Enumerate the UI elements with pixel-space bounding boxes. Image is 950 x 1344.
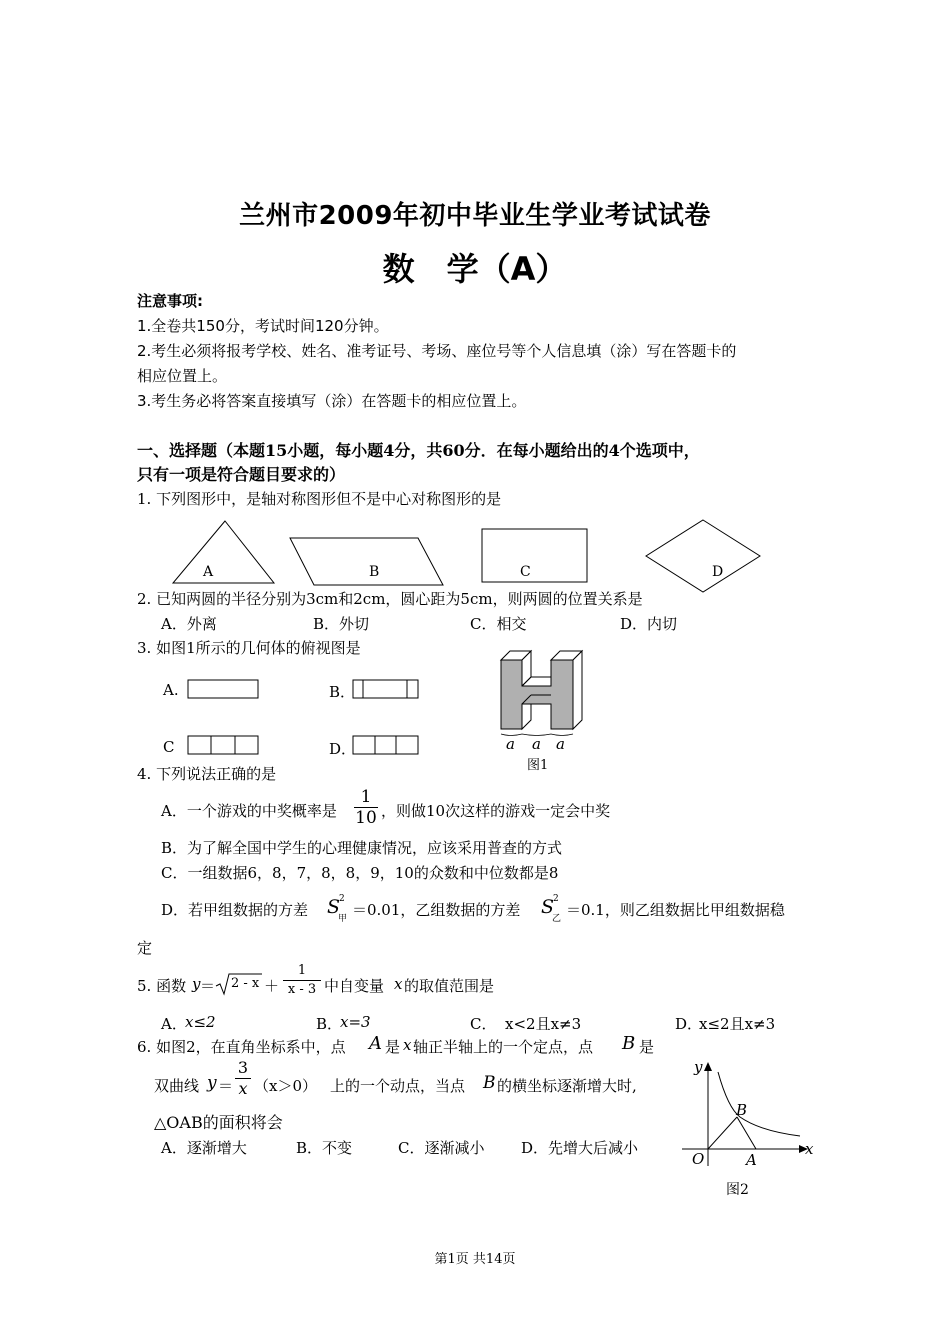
fraction-denominator: 10 xyxy=(355,808,377,828)
q4-option-a-post: ，则做10次这样的游戏一定会中奖 xyxy=(381,802,611,820)
q1-stem: 1. 下列图形中，是轴对称图形但不是中心对称图形的是 xyxy=(137,490,502,508)
q2-option-a: A．外离 xyxy=(161,615,217,633)
q1-label-c: C xyxy=(520,564,531,580)
notice-heading: 注意事项: xyxy=(137,292,203,310)
q5-plus: ＋ xyxy=(264,977,280,995)
fig2-y-label: y xyxy=(694,1058,703,1076)
q3-label-d: D． xyxy=(329,740,357,758)
q6-option-a: A．逐渐增大 xyxy=(161,1139,247,1157)
q6-stem-2c: 的横坐标逐渐增大时, xyxy=(497,1077,637,1095)
fig2-origin-label: O xyxy=(692,1150,705,1168)
notice-item: 1.全卷共150分，考试时间120分钟。 xyxy=(137,317,389,335)
q5-option-c: x<2且x≠3 xyxy=(505,1015,582,1033)
notice-item: 3.考生务必将答案直接填写（涂）在答题卡的相应位置上。 xyxy=(137,392,527,410)
q4-option-b: B．为了解全国中学生的心理健康情况，应该采用普查的方式 xyxy=(161,839,563,857)
q6-stem-1d: 是 xyxy=(639,1038,655,1056)
figure2-caption: 图2 xyxy=(726,1182,749,1198)
q1-label-b: B xyxy=(369,564,380,580)
superscript: 2 xyxy=(339,894,345,904)
q5-option-b-label: B． xyxy=(316,1015,343,1033)
fig2-x-label: x xyxy=(805,1140,814,1158)
q4-option-d-cont: 定 xyxy=(137,939,153,957)
q5-equals: ＝ xyxy=(200,977,216,995)
variance-symbol: S xyxy=(327,896,341,918)
superscript: 2 xyxy=(553,894,559,904)
figure1-caption: 图1 xyxy=(527,758,549,773)
subscript-yi: 乙 xyxy=(552,914,562,924)
dim-label-a: a xyxy=(506,735,515,753)
q1-label-a: A xyxy=(203,564,214,580)
q6-stem-2a: 双曲线 xyxy=(154,1077,200,1095)
section-heading-line1: 一、选择题（本题15小题，每小题4分，共60分．在每小题给出的4个选项中， xyxy=(137,441,700,460)
q2-option-b: B．外切 xyxy=(313,615,370,633)
notice-item: 相应位置上。 xyxy=(137,367,228,385)
q6-stem-1b: 是 xyxy=(385,1038,401,1056)
fig2-point-b-label: B xyxy=(736,1101,748,1119)
sqrt-content: 2 - x xyxy=(231,976,260,991)
notice-item: 2.考生必须将报考学校、姓名、准考证号、考场、座位号等个人信息填（涂）写在答题卡的 xyxy=(137,342,737,360)
fraction-numerator: 3 xyxy=(237,1058,249,1077)
exam-title: 兰州市2009年初中毕业生学业考试试卷 xyxy=(239,201,711,231)
q2-stem: 2. 已知两圆的半径分别为3cm和2cm，圆心距为5cm，则两圆的位置关系是 xyxy=(137,590,643,608)
dim-label-a: a xyxy=(556,735,565,753)
q3-stem: 3. 如图1所示的几何体的俯视图是 xyxy=(137,639,361,657)
hyperbola-curve xyxy=(718,1072,800,1136)
fraction-numerator: 1 xyxy=(297,963,307,978)
fraction-denominator: x - 3 xyxy=(283,980,321,999)
section-heading-line2: 只有一项是符合题目要求的） xyxy=(137,465,346,484)
q6-stem-2b: 上的一个动点，当点 xyxy=(330,1077,466,1095)
q6-var-x: x xyxy=(403,1036,412,1054)
q2-option-d: D．内切 xyxy=(620,615,678,633)
page-footer: 第1页 共14页 xyxy=(434,1252,516,1267)
q5-stem-post: 中自变量 xyxy=(324,977,385,995)
fraction-denominator: x xyxy=(235,1078,251,1099)
q4-option-c: C．一组数据6，8，7，8，8，9，10的众数和中位数都是8 xyxy=(161,864,559,882)
q5-option-a: x≤2 xyxy=(185,1013,216,1031)
q5-option-a-label: A． xyxy=(161,1015,187,1033)
subscript-jia: 甲 xyxy=(338,914,348,924)
q6-stem-1: 6. 如图2，在直角坐标系中，点 xyxy=(137,1038,346,1056)
q5-option-c-label: C． xyxy=(470,1015,497,1033)
q6-point-a: A xyxy=(369,1033,382,1054)
q1-label-d: D xyxy=(712,564,724,580)
q3-label-c: C xyxy=(163,738,175,756)
q6-point-b: B xyxy=(622,1033,636,1054)
q6-condition: （x＞0） xyxy=(254,1077,318,1095)
q6-option-d: D．先增大后减小 xyxy=(521,1139,639,1157)
q6-var-y: y xyxy=(207,1073,217,1093)
segment-ab xyxy=(737,1117,756,1149)
segment-ob xyxy=(708,1117,737,1149)
q2-option-c: C．相交 xyxy=(470,615,527,633)
q6-stem-3: △OAB的面积将会 xyxy=(154,1113,283,1132)
q4-option-d-post: ＝0.1，则乙组数据比甲组数据稳 xyxy=(566,901,785,919)
fig2-point-a-label: A xyxy=(746,1151,757,1169)
q4-stem: 4. 下列说法正确的是 xyxy=(137,765,277,783)
q6-option-b: B．不变 xyxy=(296,1139,353,1157)
q5-stem-end: 的取值范围是 xyxy=(404,977,495,995)
q5-option-b: x=3 xyxy=(340,1013,371,1031)
fraction-numerator: 1 xyxy=(360,787,372,807)
q5-var-y: y xyxy=(192,975,201,993)
q4-option-a-pre: A．一个游戏的中奖概率是 xyxy=(161,802,337,820)
q5-option-d: x≤2且x≠3 xyxy=(699,1015,776,1033)
q6-point-b: B xyxy=(483,1073,496,1093)
q6-equals: ＝ xyxy=(218,1077,234,1095)
q5-var-x: x xyxy=(394,975,403,993)
q4-option-d-pre: D．若甲组数据的方差 xyxy=(161,901,309,919)
q5-option-d-label: D． xyxy=(675,1015,703,1033)
q6-stem-1c: 轴正半轴上的一个定点，点 xyxy=(413,1038,594,1056)
q5-stem-pre: 5. 函数 xyxy=(137,977,187,995)
exam-subtitle: 数 学（A） xyxy=(382,250,568,288)
q4-option-d-mid: ＝0.01，乙组数据的方差 xyxy=(352,901,521,919)
variance-symbol: S xyxy=(541,896,555,918)
dim-label-a: a xyxy=(532,735,541,753)
q3-label-b: B． xyxy=(329,683,356,701)
q3-label-a: A. xyxy=(163,681,179,699)
q6-option-c: C．逐渐减小 xyxy=(398,1139,485,1157)
y-axis-arrow xyxy=(704,1062,712,1071)
